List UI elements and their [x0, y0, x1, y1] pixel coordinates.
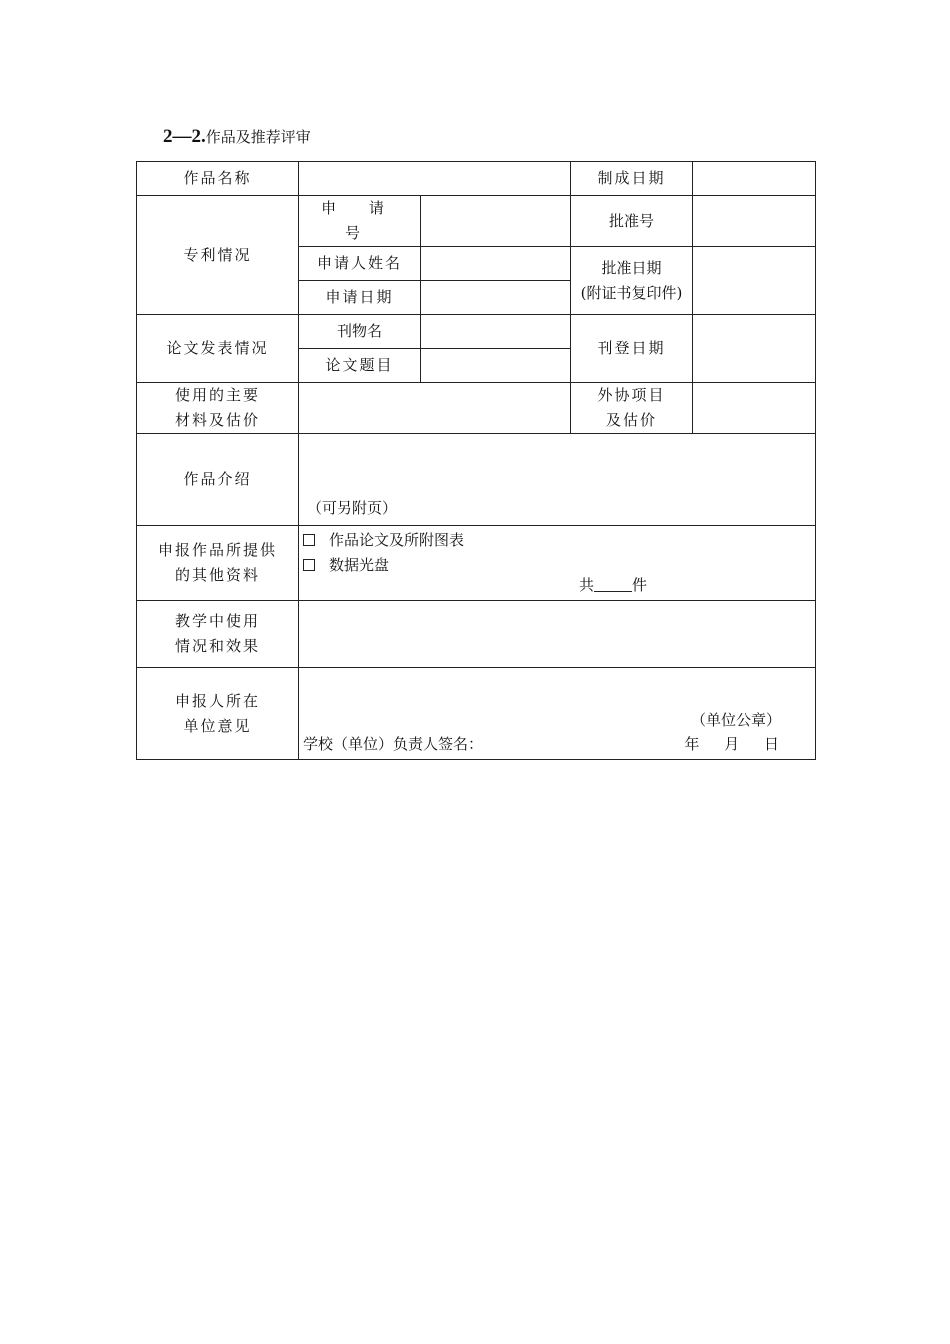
row-teaching — [137, 601, 816, 668]
other-checklist — [303, 528, 464, 578]
count-prefix: 共 — [579, 576, 595, 594]
field-made-date[interactable] — [693, 162, 816, 196]
label-publish-date: 刊登日期 — [571, 315, 693, 383]
label-coop-line1: 外协项目 — [597, 386, 666, 404]
signature-label: 学校（单位）负责人签名： — [303, 735, 484, 753]
label-teaching-line2: 情况和效果 — [174, 637, 260, 655]
label-apply-no: 申 请 号 — [299, 196, 421, 247]
row-materials — [137, 383, 816, 434]
label-opinion-line2: 单位意见 — [183, 716, 252, 735]
label-other — [137, 526, 299, 601]
item-count — [579, 573, 647, 598]
row-opinion — [137, 668, 816, 760]
label-applicant: 申请人姓名 — [299, 247, 421, 281]
checklist-item-label: 数据光盘 — [329, 556, 390, 574]
field-work-name[interactable] — [299, 162, 571, 196]
field-paper-title[interactable] — [421, 349, 571, 383]
field-materials[interactable] — [299, 383, 571, 434]
label-coop — [571, 383, 693, 434]
date-label: 年 月 日 — [684, 735, 779, 753]
section-title — [163, 126, 311, 148]
label-opinion-line1: 申报人所在 — [174, 691, 260, 710]
field-apply-date[interactable] — [421, 281, 571, 315]
field-journal[interactable] — [421, 315, 571, 349]
label-approve-no: 批准号 — [571, 196, 693, 247]
intro-note: （可另附页） — [307, 499, 398, 517]
count-suffix: 件 — [632, 576, 648, 594]
field-opinion[interactable] — [299, 668, 816, 760]
checkbox-icon[interactable] — [303, 534, 315, 546]
checklist-item-label: 作品论文及所附图表 — [329, 531, 465, 549]
field-publish-date[interactable] — [693, 315, 816, 383]
row-paper-1 — [137, 315, 816, 349]
field-approve-date[interactable] — [693, 247, 816, 315]
checkbox-icon[interactable] — [303, 559, 315, 571]
field-intro[interactable] — [299, 434, 816, 526]
label-patent: 专利情况 — [137, 196, 299, 315]
label-paper: 论文发表情况 — [137, 315, 299, 383]
field-teaching[interactable] — [299, 601, 816, 668]
checklist-item[interactable] — [303, 553, 464, 578]
field-other — [299, 526, 816, 601]
label-approve-date-line1: 批准日期 — [601, 258, 662, 277]
label-made-date: 制成日期 — [571, 162, 693, 196]
checklist-item[interactable] — [303, 528, 464, 553]
label-intro: 作品介绍 — [137, 434, 299, 526]
label-materials — [137, 383, 299, 434]
label-teaching-line1: 教学中使用 — [174, 612, 260, 630]
row-work-name — [137, 162, 816, 196]
label-other-line2: 的其他资料 — [174, 566, 260, 584]
unit-seal-text: （单位公章） — [690, 711, 781, 729]
label-approve-date-line2: (附证书复印件) — [580, 283, 683, 302]
count-blank[interactable] — [594, 575, 632, 592]
label-work-name: 作品名称 — [137, 162, 299, 196]
label-journal: 刊物名 — [299, 315, 421, 349]
label-approve-date — [571, 247, 693, 315]
field-coop[interactable] — [693, 383, 816, 434]
row-intro — [137, 434, 816, 526]
row-patent-1 — [137, 196, 816, 247]
label-coop-line2: 及估价 — [605, 411, 657, 429]
label-materials-line2: 材料及估价 — [174, 411, 260, 429]
section-number: 2—2. — [163, 126, 206, 147]
section-title-text: 作品及推荐评审 — [205, 128, 311, 146]
row-other — [137, 526, 816, 601]
field-apply-no[interactable] — [421, 196, 571, 247]
label-materials-line1: 使用的主要 — [174, 386, 260, 404]
label-opinion — [137, 668, 299, 760]
field-applicant[interactable] — [421, 247, 571, 281]
field-approve-no[interactable] — [693, 196, 816, 247]
recommendation-form — [136, 161, 816, 760]
label-teaching — [137, 601, 299, 668]
label-paper-title: 论文题目 — [299, 349, 421, 383]
label-apply-date: 申请日期 — [299, 281, 421, 315]
label-other-line1: 申报作品所提供 — [157, 541, 277, 559]
